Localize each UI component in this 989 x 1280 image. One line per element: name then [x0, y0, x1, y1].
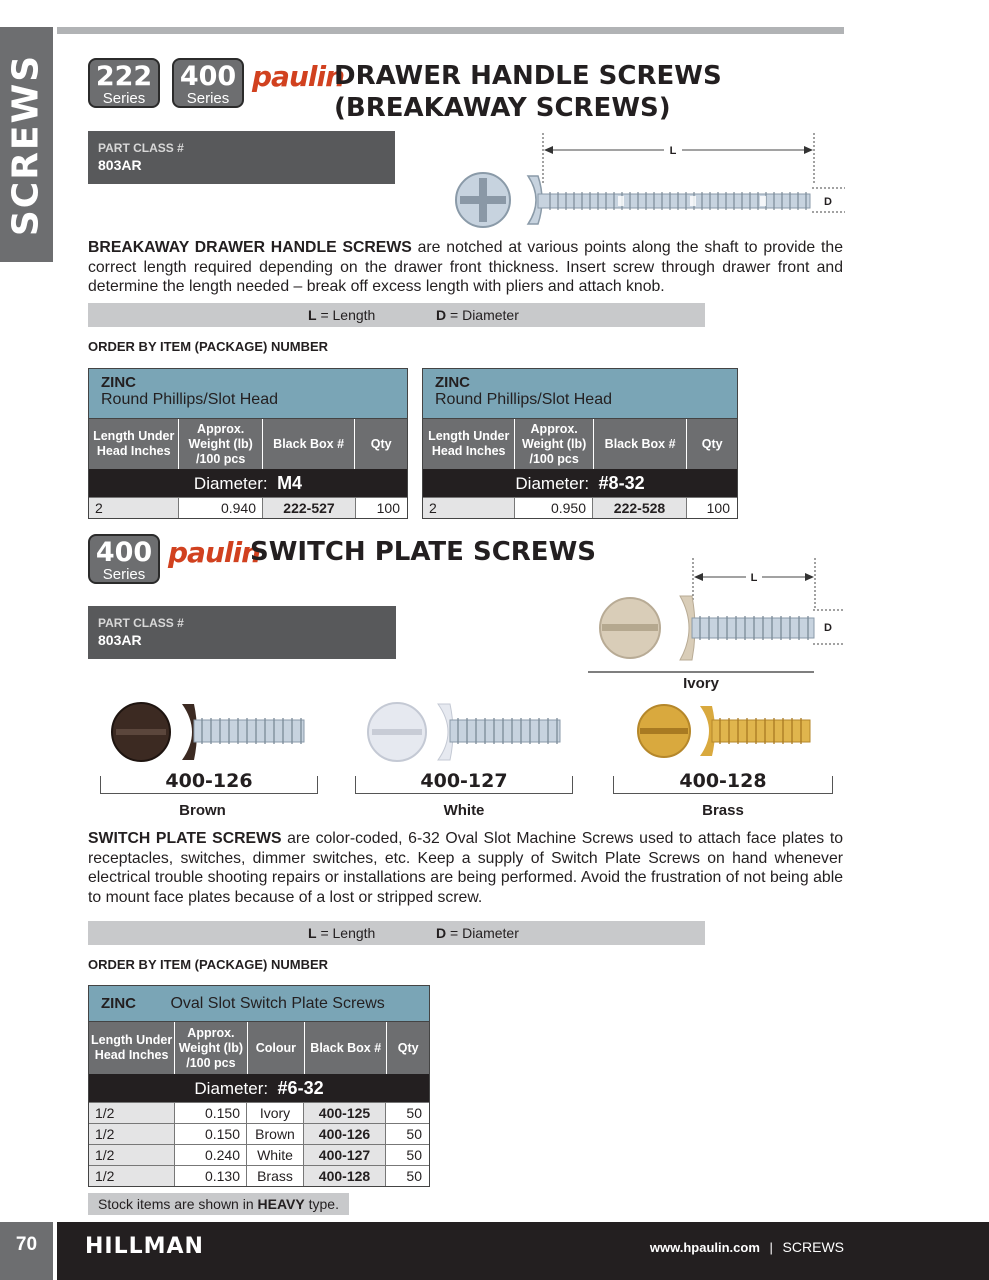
- table-material: ZINC: [101, 374, 136, 391]
- col-length: Length Under Head Inches: [89, 419, 179, 469]
- table-header: [423, 369, 737, 419]
- series-badge-400: [88, 534, 160, 584]
- col-length: Length Under Head Inches: [423, 419, 515, 469]
- column-headers: [89, 1022, 429, 1074]
- white-screw-icon: [366, 700, 566, 764]
- hillman-logo: HILLMAN: [85, 1234, 204, 1259]
- description-text: are color-coded, 6-32 Oval Slot Machine Screws used to attach face plates to receptacles, switches, dimmer switches, etc. Keep a supply of Switch Plate Screws on hand whenever electrical trouble shooting repairs or installations are being performed. Avoid the frustration of not being able to mount face plates because of a lost or stripped screw.: [88, 830, 843, 906]
- footer-url[interactable]: www.hpaulin.com: [649, 1240, 760, 1255]
- part-class-label: PART CLASS #: [98, 616, 184, 630]
- table-subtitle: Round Phillips/Slot Head: [101, 391, 278, 408]
- stock-note: Stock items are shown in HEAVY type.: [88, 1193, 349, 1215]
- dim-d-label: D: [824, 196, 832, 208]
- title-line-1: DRAWER HANDLE SCREWS: [334, 61, 722, 91]
- dimension-legend: [88, 303, 705, 327]
- col-weight: Approx. Weight (lb) /100 pcs: [175, 1022, 247, 1074]
- paulin-logo: paulin: [168, 536, 260, 569]
- screw-head-front-icon: [456, 173, 510, 227]
- item-number-brass: 400-128: [679, 770, 767, 792]
- table-row: 1/2 0.240 White 400-127 50: [89, 1144, 429, 1165]
- col-weight: Approx. Weight (lb) /100 pcs: [515, 419, 594, 469]
- legend-length: L = Length: [308, 307, 376, 323]
- ivory-screw-illustration: [588, 556, 848, 676]
- series-label: Series: [102, 90, 146, 107]
- table-subtitle: Round Phillips/Slot Head: [435, 391, 612, 408]
- dim-l-label: L: [669, 145, 677, 157]
- part-class-box: [88, 131, 395, 184]
- series-label: Series: [102, 566, 146, 583]
- color-label-white: White: [443, 802, 485, 819]
- table-row: 1/2 0.150 Ivory 400-125 50: [89, 1102, 429, 1123]
- col-black-box: Black Box #: [263, 419, 355, 469]
- series-number: 222: [95, 61, 153, 92]
- dim-d-label: D: [824, 622, 832, 634]
- legend-diameter: D = Diameter: [436, 307, 519, 323]
- series-label: Series: [186, 90, 230, 107]
- product-table-8-32: [422, 368, 738, 519]
- top-rule: [57, 27, 844, 34]
- series-badge-400: [172, 58, 244, 108]
- col-black-box: Black Box #: [594, 419, 687, 469]
- part-class-value: 803AR: [98, 157, 142, 173]
- table-material: ZINC: [435, 374, 470, 391]
- item-number-white: 400-127: [420, 770, 508, 792]
- series-number: 400: [179, 61, 237, 92]
- col-qty: Qty: [701, 436, 723, 451]
- table-material: ZINC: [101, 995, 136, 1012]
- footer-links: www.hpaulin.com | SCREWS: [649, 1239, 844, 1255]
- col-qty: Qty: [397, 1040, 419, 1055]
- table-subtitle: Oval Slot Switch Plate Screws: [170, 995, 385, 1012]
- col-qty: Qty: [370, 436, 392, 451]
- table-row: 1/2 0.130 Brass 400-128 50: [89, 1165, 429, 1186]
- legend-length: L = Length: [308, 925, 376, 941]
- title-line-2: (BREAKAWAY SCREWS): [334, 93, 671, 123]
- part-class-box: [88, 606, 396, 659]
- dimension-legend: [88, 921, 705, 945]
- description-bold: SWITCH PLATE SCREWS: [88, 830, 282, 847]
- breakaway-description: [88, 238, 843, 297]
- col-weight: Approx. Weight (lb) /100 pcs: [179, 419, 262, 469]
- screw-side-view-icon: [528, 176, 810, 224]
- diameter-value: M4: [277, 473, 303, 493]
- diameter-value: #8-32: [598, 473, 645, 493]
- item-number-brown: 400-126: [165, 770, 253, 792]
- description-text: are notched at various points along the shaft to provide the correct length required depending on the drawer front thickness. Insert screw through drawer front and determine the length needed – break off excess length with pliers and attach knob.: [88, 239, 843, 295]
- col-black-box: Black Box #: [305, 1022, 387, 1074]
- table-row: 2 0.950 222-528 100: [423, 497, 737, 518]
- product-table-6-32: [88, 985, 430, 1187]
- color-label-brass: Brass: [702, 802, 744, 819]
- table-header: [89, 986, 429, 1022]
- page-number: 70: [0, 1222, 53, 1280]
- diameter-value: #6-32: [277, 1078, 324, 1098]
- part-class-value: 803AR: [98, 632, 142, 648]
- table-row: 2 0.940 222-527 100: [89, 497, 407, 518]
- order-label: ORDER BY ITEM (PACKAGE) NUMBER: [88, 957, 329, 972]
- product-table-m4: [88, 368, 408, 519]
- table-header: [89, 369, 407, 419]
- diameter-row: Diameter: M4: [89, 469, 407, 497]
- diameter-row: Diameter: #6-32: [89, 1074, 429, 1102]
- side-tab: [0, 27, 53, 262]
- col-colour: Colour: [248, 1022, 306, 1074]
- side-tab-label: SCREWS: [5, 53, 47, 237]
- footer-section: SCREWS: [782, 1239, 844, 1255]
- ivory-label: Ivory: [683, 675, 719, 692]
- series-number: 400: [95, 537, 153, 568]
- dim-l-label: L: [750, 572, 758, 584]
- switch-plate-description: [88, 829, 843, 907]
- order-label: ORDER BY ITEM (PACKAGE) NUMBER: [88, 339, 329, 354]
- column-headers: [89, 419, 407, 469]
- table-row: 1/2 0.150 Brown 400-126 50: [89, 1123, 429, 1144]
- description-bold: BREAKAWAY DRAWER HANDLE SCREWS: [88, 239, 412, 256]
- brown-screw-icon: [110, 700, 310, 764]
- legend-diameter: D = Diameter: [436, 925, 519, 941]
- brass-screw-icon: [636, 700, 816, 764]
- diameter-row: Diameter: #8-32: [423, 469, 737, 497]
- part-class-label: PART CLASS #: [98, 141, 184, 155]
- paulin-logo: paulin: [252, 60, 344, 93]
- color-label-brown: Brown: [179, 802, 226, 819]
- section-title: SWITCH PLATE SCREWS: [250, 537, 596, 567]
- series-badge-222: [88, 58, 160, 108]
- column-headers: [423, 419, 737, 469]
- col-length: Length Under Head Inches: [89, 1022, 175, 1074]
- section-title: [334, 60, 722, 124]
- breakaway-screw-illustration: [450, 128, 850, 233]
